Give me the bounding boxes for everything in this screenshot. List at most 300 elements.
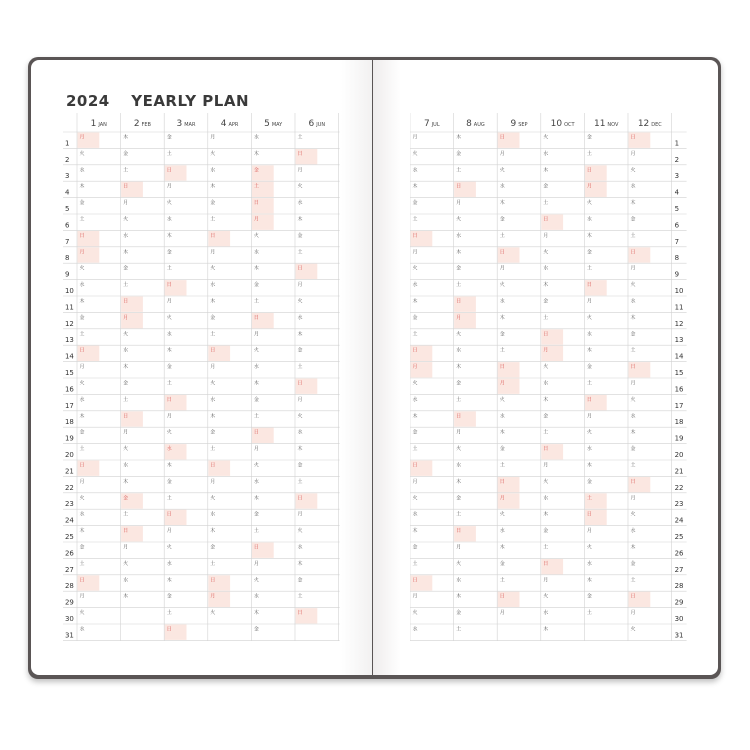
weekday-label: 火 [79,495,85,502]
weekday-label: 月 [297,167,303,174]
weekday-label: 木 [456,249,462,256]
weekday-label: 土 [123,282,129,289]
weekday-label: 木 [586,232,592,239]
weekday-label: 金 [123,380,129,387]
weekday-label: 木 [123,364,129,371]
weekday-label: 土 [499,232,505,239]
weekday-label: 木 [253,265,259,272]
month-abbr: DEC [651,122,662,129]
weekday-label: 金 [586,478,592,485]
weekday-label: 月 [253,331,259,338]
weekday-label: 月 [499,265,505,272]
weekday-label: 金 [543,413,549,420]
weekday-label: 水 [586,446,592,453]
weekday-label: 土 [543,429,549,436]
weekday-label: 木 [543,282,549,289]
day-number: 22 [674,483,684,492]
day-number: 4 [674,188,680,197]
weekday-label: 木 [499,544,505,551]
weekday-label: 日 [543,216,549,223]
day-number: 30 [64,614,74,623]
weekday-label: 月 [79,478,85,485]
weekday-label: 土 [79,216,85,223]
day-number: 13 [64,336,74,345]
weekday-label: 日 [79,232,85,239]
weekday-label: 日 [123,183,129,190]
weekday-label: 火 [210,150,216,157]
day-number: 27 [674,565,684,574]
month-abbr: OCT [564,122,575,129]
weekday-label: 土 [630,577,636,584]
day-number: 3 [64,172,70,181]
weekday-label: 金 [630,446,636,453]
day-number: 25 [674,532,684,541]
weekday-label: 日 [630,134,636,141]
weekday-label: 火 [253,347,259,354]
day-number: 26 [64,549,74,558]
month-number: 8 [466,119,472,130]
weekday-label: 火 [123,216,129,223]
weekday-label: 火 [297,413,303,420]
weekday-label: 金 [166,478,172,485]
weekday-label: 土 [412,216,418,223]
day-number: 17 [64,401,74,410]
weekday-label: 火 [166,544,172,551]
weekday-label: 木 [253,610,259,617]
weekday-label: 木 [543,626,549,633]
day-number: 31 [64,631,74,640]
month-abbr: JUN [316,122,326,129]
weekday-label: 木 [79,298,85,305]
weekday-label: 月 [210,593,216,600]
day-number: 18 [674,418,684,427]
weekday-label: 日 [630,364,636,371]
weekday-label: 金 [166,364,172,371]
weekday-label: 月 [412,134,418,141]
day-number: 7 [674,237,680,246]
weekday-label: 木 [543,167,549,174]
weekday-label: 水 [79,626,85,633]
weekday-label: 金 [210,429,216,436]
weekday-label: 木 [412,298,418,305]
weekday-label: 水 [456,232,462,239]
weekday-label: 火 [79,610,85,617]
weekday-label: 火 [253,232,259,239]
weekday-label: 水 [79,167,85,174]
weekday-label: 水 [210,282,216,289]
weekday-label: 金 [210,314,216,321]
weekday-label: 日 [499,478,505,485]
day-number: 23 [674,500,684,509]
weekday-label: 日 [166,626,172,633]
weekday-label: 土 [253,183,259,190]
weekday-label: 水 [297,429,303,436]
weekday-label: 土 [586,265,592,272]
weekday-label: 日 [630,478,636,485]
day-number: 28 [64,582,74,591]
weekday-label: 月 [499,380,505,387]
weekday-label: 月 [210,478,216,485]
weekday-label: 土 [456,511,462,518]
weekday-label: 水 [79,282,85,289]
month-number: 10 [550,119,563,130]
weekday-label: 金 [456,150,462,157]
day-number: 11 [674,303,684,312]
weekday-label: 木 [456,134,462,141]
day-number: 4 [64,188,70,197]
weekday-label: 金 [630,560,636,567]
weekday-label: 木 [412,528,418,535]
month-header [221,119,239,129]
weekday-label: 土 [123,396,129,403]
weekday-label: 日 [586,167,592,174]
weekday-label: 日 [412,232,418,239]
weekday-label: 金 [297,462,303,469]
weekday-label: 土 [166,495,172,502]
day-number: 6 [674,221,680,230]
weekday-label: 水 [630,298,636,305]
weekday-label: 水 [499,183,505,190]
weekday-label: 土 [412,560,418,567]
weekday-label: 日 [499,364,505,371]
weekday-label: 土 [210,560,216,567]
weekday-label: 土 [630,232,636,239]
weekday-label: 金 [412,544,418,551]
weekday-label: 木 [210,413,216,420]
day-number: 2 [674,155,680,164]
weekday-label: 火 [79,265,85,272]
weekday-label: 水 [543,380,549,387]
calendar-grid-jul-dec [410,113,687,641]
weekday-label: 日 [412,462,418,469]
weekday-label: 水 [412,626,418,633]
weekday-label: 木 [253,380,259,387]
weekday-label: 火 [412,150,418,157]
weekday-label: 水 [166,446,172,453]
weekday-label: 日 [166,167,172,174]
weekday-label: 火 [166,200,172,207]
weekday-label: 土 [499,347,505,354]
day-number: 16 [64,385,74,394]
weekday-label: 月 [297,282,303,289]
weekday-label: 水 [253,249,259,256]
weekday-label: 土 [79,560,85,567]
weekday-label: 水 [412,511,418,518]
weekday-label: 日 [297,150,303,157]
weekday-label: 火 [210,380,216,387]
weekday-label: 月 [630,495,636,502]
month-number: 3 [176,119,183,130]
day-number: 17 [674,401,684,410]
month-number: 2 [133,119,140,130]
weekday-label: 金 [253,167,259,174]
weekday-label: 日 [297,265,303,272]
weekday-label: 日 [499,593,505,600]
weekday-label: 水 [499,298,505,305]
weekday-label: 金 [586,593,592,600]
month-abbr: APR [228,122,239,129]
weekday-label: 土 [297,364,303,371]
weekday-label: 金 [166,134,172,141]
weekday-label: 水 [79,396,85,403]
weekday-label: 土 [543,314,549,321]
weekday-label: 火 [630,626,636,633]
weekday-label: 土 [412,331,418,338]
day-number: 1 [64,139,70,148]
weekday-label: 水 [166,331,172,338]
day-number: 20 [64,450,74,459]
weekday-label: 水 [123,347,129,354]
weekday-label: 月 [630,265,636,272]
month-header [134,119,152,129]
weekday-label: 月 [210,134,216,141]
weekday-label: 火 [499,396,505,403]
weekday-label: 木 [456,593,462,600]
weekday-label: 木 [456,364,462,371]
weekday-label: 木 [79,183,85,190]
weekday-label: 火 [253,462,259,469]
weekday-label: 月 [166,528,172,535]
weekday-label: 木 [123,134,129,141]
weekday-label: 月 [79,593,85,600]
day-number: 29 [674,598,684,607]
weekday-label: 金 [412,429,418,436]
weekday-label: 水 [412,167,418,174]
weekday-label: 月 [630,150,636,157]
weekday-label: 金 [499,560,505,567]
weekday-label: 土 [456,167,462,174]
weekday-label: 日 [253,544,259,551]
weekday-label: 水 [412,282,418,289]
month-header [638,119,662,129]
weekday-label: 月 [543,347,549,354]
weekday-label: 水 [123,232,129,239]
weekday-label: 土 [79,446,85,453]
weekday-label: 火 [412,610,418,617]
day-number: 13 [674,336,684,345]
weekday-label: 木 [253,495,259,502]
weekday-label: 土 [210,216,216,223]
weekday-label: 土 [543,544,549,551]
day-number: 19 [674,434,684,443]
title-year: 2024 [66,92,110,110]
weekday-label: 月 [412,249,418,256]
weekday-label: 土 [543,200,549,207]
weekday-label: 日 [297,610,303,617]
day-number: 5 [64,204,70,213]
month-abbr: MAY [271,122,283,129]
weekday-label: 金 [210,544,216,551]
weekday-label: 土 [123,511,129,518]
weekday-label: 水 [297,200,303,207]
weekday-label: 土 [586,380,592,387]
weekday-label: 土 [630,462,636,469]
day-number: 8 [64,254,70,263]
weekday-label: 水 [166,216,172,223]
weekday-label: 火 [586,544,592,551]
weekday-label: 木 [456,478,462,485]
day-number: 9 [674,270,680,279]
month-abbr: AUG [473,122,485,129]
weekday-label: 土 [166,610,172,617]
weekday-label: 金 [412,314,418,321]
weekday-label: 木 [166,462,172,469]
day-number: 14 [674,352,684,361]
weekday-label: 土 [456,626,462,633]
month-header [551,119,576,129]
day-number: 8 [674,254,680,263]
weekday-label: 木 [123,478,129,485]
weekday-label: 水 [253,593,259,600]
weekday-label: 月 [499,610,505,617]
month-header [424,119,440,129]
weekday-label: 火 [166,314,172,321]
weekday-label: 火 [586,429,592,436]
weekday-label: 木 [297,331,303,338]
weekday-label: 水 [456,577,462,584]
weekday-label: 月 [210,364,216,371]
month-number: 4 [220,119,227,130]
weekday-label: 金 [210,200,216,207]
weekday-label: 日 [79,577,85,584]
weekday-label: 土 [166,265,172,272]
weekday-label: 木 [210,298,216,305]
day-number: 12 [64,319,74,328]
weekday-label: 月 [412,593,418,600]
weekday-label: 水 [412,396,418,403]
weekday-label: 土 [456,396,462,403]
weekday-label: 火 [210,495,216,502]
weekday-label: 木 [210,183,216,190]
day-number: 2 [64,155,70,164]
weekday-label: 火 [297,183,303,190]
weekday-label: 火 [253,577,259,584]
month-abbr: JUL [431,122,440,129]
day-number: 11 [64,303,74,312]
weekday-label: 金 [253,626,259,633]
weekday-label: 土 [630,347,636,354]
day-number: 14 [64,352,74,361]
weekday-label: 火 [123,331,129,338]
calendar-svg [63,113,340,641]
weekday-label: 木 [123,593,129,600]
month-header [594,119,619,129]
weekday-label: 日 [412,347,418,354]
weekday-label: 日 [166,282,172,289]
weekday-label: 水 [543,265,549,272]
weekday-label: 木 [297,560,303,567]
weekday-label: 火 [412,495,418,502]
weekday-label: 日 [456,528,462,535]
weekday-label: 木 [630,314,636,321]
weekday-label: 月 [543,577,549,584]
weekday-label: 水 [210,167,216,174]
weekday-label: 土 [586,610,592,617]
weekday-label: 水 [630,528,636,535]
weekday-label: 月 [253,216,259,223]
weekday-label: 土 [253,528,259,535]
day-number: 22 [64,483,74,492]
weekday-label: 火 [543,134,549,141]
weekday-label: 木 [630,544,636,551]
weekday-label: 木 [630,200,636,207]
weekday-label: 土 [166,150,172,157]
day-number: 30 [674,614,684,623]
weekday-label: 日 [456,298,462,305]
month-abbr: NOV [607,122,619,129]
day-number: 15 [674,368,684,377]
weekday-label: 日 [297,380,303,387]
weekday-label: 月 [412,478,418,485]
weekday-label: 月 [210,249,216,256]
weekday-label: 月 [586,183,592,190]
weekday-label: 日 [630,249,636,256]
weekday-label: 火 [543,593,549,600]
weekday-label: 土 [79,331,85,338]
weekday-label: 月 [456,429,462,436]
day-number: 9 [64,270,70,279]
weekday-label: 木 [412,413,418,420]
weekday-label: 金 [543,528,549,535]
month-number: 12 [637,119,650,130]
weekday-label: 日 [210,462,216,469]
weekday-label: 金 [123,150,129,157]
weekday-label: 日 [166,511,172,518]
weekday-label: 日 [543,560,549,567]
weekday-label: 火 [210,265,216,272]
weekday-label: 月 [123,200,129,207]
weekday-label: 火 [210,610,216,617]
month-abbr: FEB [141,122,151,129]
weekday-label: 土 [210,331,216,338]
weekday-label: 水 [499,413,505,420]
title-label: YEARLY PLAN [131,92,250,110]
weekday-label: 土 [297,134,303,141]
weekday-label: 火 [499,511,505,518]
weekday-label: 月 [123,314,129,321]
weekday-label: 金 [253,282,259,289]
weekday-label: 日 [79,462,85,469]
weekday-label: 火 [456,560,462,567]
weekday-label: 日 [210,577,216,584]
day-number: 27 [64,565,74,574]
weekday-label: 月 [412,364,418,371]
month-header [466,119,485,129]
month-number: 1 [90,119,97,130]
weekday-label: 日 [210,347,216,354]
weekday-label: 木 [166,232,172,239]
weekday-label: 水 [543,150,549,157]
weekday-label: 水 [586,216,592,223]
weekday-label: 木 [166,347,172,354]
weekday-label: 金 [253,396,259,403]
weekday-label: 日 [499,134,505,141]
calendar-svg [410,113,687,641]
weekday-label: 火 [412,380,418,387]
weekday-label: 日 [123,413,129,420]
weekday-label: 月 [543,462,549,469]
month-header [91,119,108,129]
weekday-label: 火 [166,429,172,436]
weekday-label: 木 [123,249,129,256]
weekday-label: 水 [79,511,85,518]
weekday-label: 日 [412,577,418,584]
weekday-label: 火 [543,364,549,371]
weekday-label: 月 [79,364,85,371]
month-number: 11 [593,119,606,130]
weekday-label: 月 [166,413,172,420]
weekday-label: 火 [586,200,592,207]
